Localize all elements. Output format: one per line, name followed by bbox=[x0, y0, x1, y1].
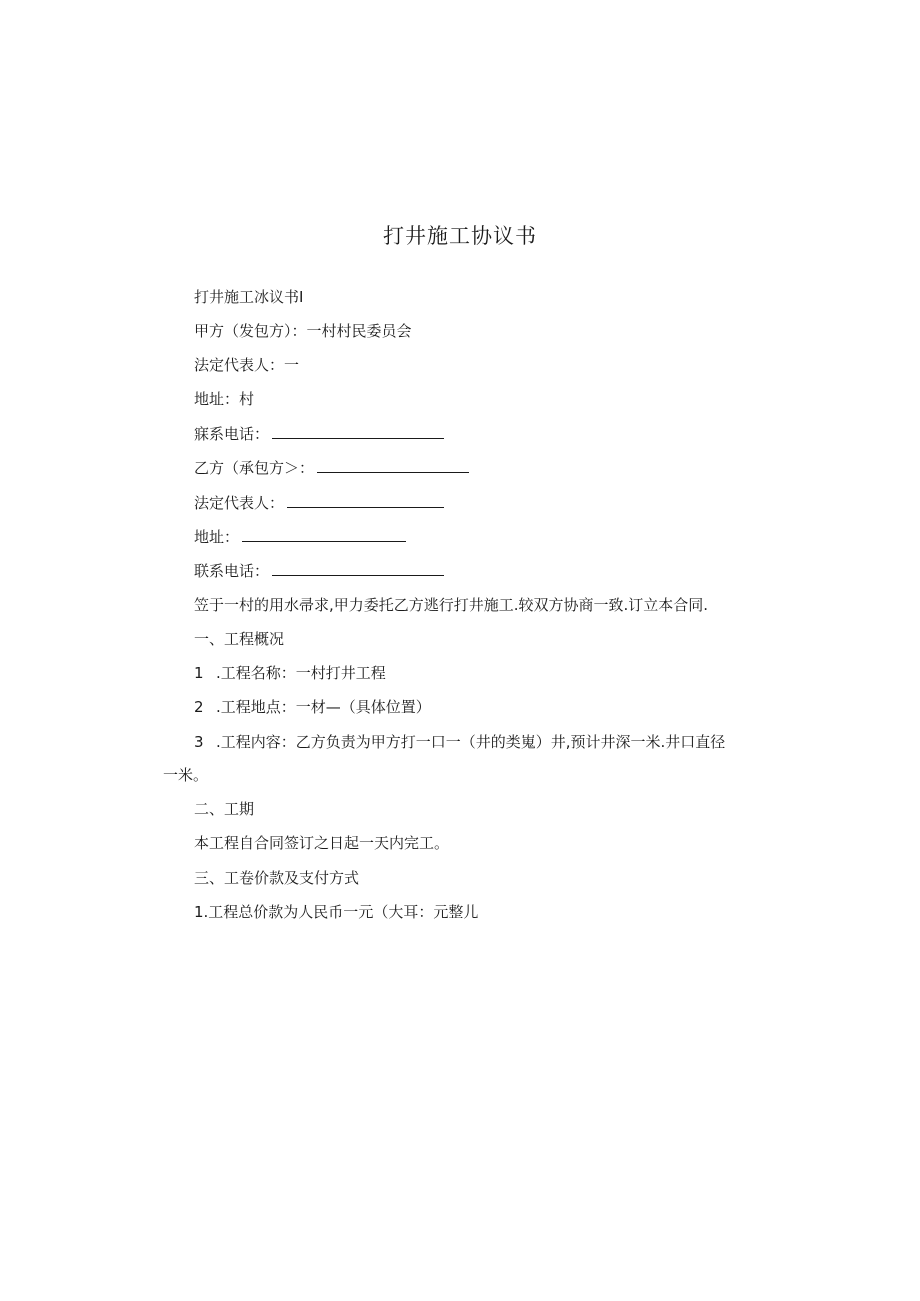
section-3-item-1: 1.工程总价款为人民币一元（大耳：元整儿 bbox=[194, 903, 479, 921]
party-a-line: 甲方（发包方）：一村村民委员会 bbox=[194, 322, 412, 340]
party-b-line bbox=[194, 458, 469, 478]
item-1-number: 1 bbox=[194, 664, 204, 682]
intro-paragraph: 笠于一村的用水帚求,甲力委托乙方逃行打井施工.较双方协商一致.订立本合同. bbox=[194, 596, 709, 614]
item-1-text: .工程名称：一村打井工程 bbox=[216, 664, 386, 682]
party-b-representative-line bbox=[194, 493, 444, 513]
party-a-phone-blank bbox=[272, 424, 444, 439]
party-b-addr-label: 地址： bbox=[194, 528, 240, 546]
item-3-continuation: 一米。 bbox=[163, 766, 209, 784]
party-a-phone-line bbox=[194, 424, 444, 444]
item-2 bbox=[194, 697, 431, 717]
party-b-rep-blank bbox=[287, 493, 444, 508]
party-a-representative: 法定代表人：一 bbox=[194, 356, 300, 374]
section-3-heading: 三、工卷价款及支付方式 bbox=[194, 869, 360, 887]
party-b-phone-blank bbox=[272, 561, 444, 576]
party-b-blank bbox=[317, 458, 469, 473]
item-3-number: 3 bbox=[194, 733, 204, 751]
party-b-address-line bbox=[194, 527, 406, 547]
item-1 bbox=[194, 663, 386, 683]
party-b-rep-label: 法定代表人： bbox=[194, 494, 285, 512]
item-2-number: 2 bbox=[194, 698, 204, 716]
section-2-text: 本工程自合同签订之日起一天内完工。 bbox=[194, 834, 450, 852]
party-a-address: 地址：村 bbox=[194, 390, 255, 408]
party-a-phone-label: 寐系电话： bbox=[194, 425, 270, 443]
item-3 bbox=[194, 732, 725, 752]
item-3-text: .工程内容：乙方负责为甲方打一口一（井的类嵬）井,预计井深一米.井口直径 bbox=[216, 733, 726, 751]
party-b-phone-label: 联系电话： bbox=[194, 562, 270, 580]
party-b-addr-blank bbox=[242, 527, 406, 542]
section-1-heading: 一、工程概况 bbox=[194, 630, 285, 648]
item-2-text: .工程地点：一材—（具体位置） bbox=[216, 698, 431, 716]
party-b-phone-line bbox=[194, 561, 444, 581]
party-b-label: 乙方（承包方＞： bbox=[194, 459, 315, 477]
document-subtitle: 打井施工冰议书I bbox=[194, 288, 304, 306]
document-title: 打井施工协议书 bbox=[383, 224, 537, 248]
section-2-heading: 二、工期 bbox=[194, 800, 255, 818]
